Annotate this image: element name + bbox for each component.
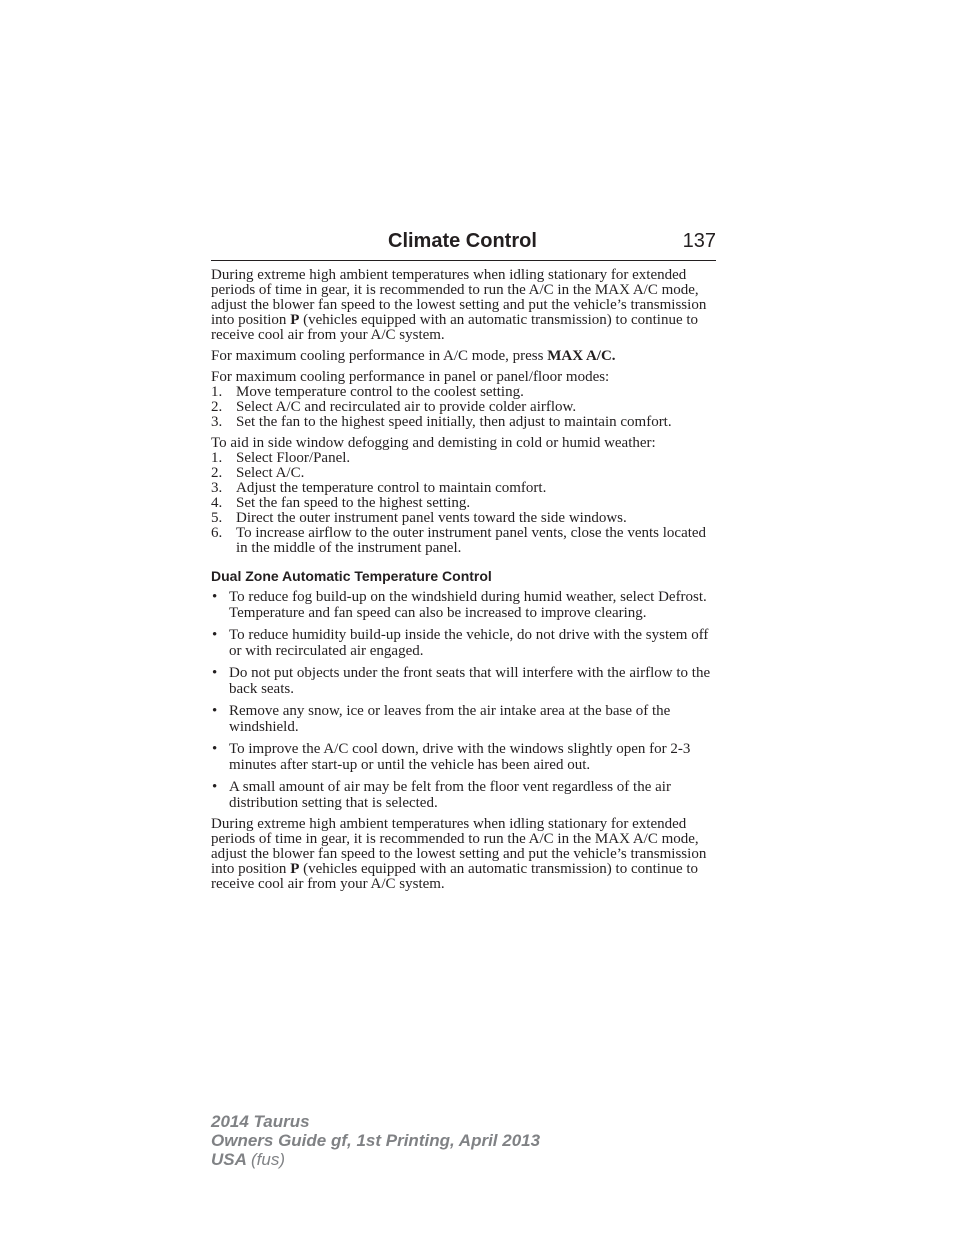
max-ac-bold: MAX A/C. — [547, 348, 616, 364]
list-item — [211, 481, 717, 496]
page-footer — [211, 1112, 540, 1169]
list-number: 3. — [211, 480, 223, 496]
bullet-icon: • — [212, 665, 218, 681]
bullet-item — [211, 627, 717, 659]
page-header — [211, 229, 716, 261]
section-heading: Dual Zone Automatic Temperature Control — [211, 568, 492, 584]
defogging-steps-list — [211, 451, 717, 556]
list-item — [211, 526, 717, 556]
list-number: 1. — [211, 384, 223, 400]
list-number: 2. — [211, 399, 223, 415]
footer-edition-line: Owners Guide gf, 1st Printing, April 2013 — [211, 1131, 541, 1150]
paragraph-text: During extreme high ambient temperatures when idling stationary for extended periods of time in gear, it is recommended to run the A/C in the MAX A/C mode, adjust the blower fan speed to the lowest setting and put the vehicle’s transmission into position — [211, 816, 707, 877]
list-item-text: Adjust the temperature control to maintain comfort. — [236, 480, 547, 496]
paragraph-panel-modes: For maximum cooling performance in panel or panel/floor modes: — [211, 369, 610, 385]
bullet-text: To improve the A/C cool down, drive with the windows slightly open for 2-3 minutes after start-up or until the vehicle has been aired out. — [229, 741, 691, 773]
footer-market: USA — [211, 1150, 247, 1169]
list-item-text: Direct the outer instrument panel vents toward the side windows. — [236, 510, 627, 526]
list-item — [211, 451, 717, 466]
park-position-bold: P — [290, 312, 300, 328]
bullet-icon: • — [212, 627, 218, 643]
bullet-text: Do not put objects under the front seats that will interfere with the airflow to the back seats. — [229, 665, 711, 697]
tips-bullet-list — [211, 589, 717, 811]
list-number: 2. — [211, 465, 223, 481]
list-number: 3. — [211, 414, 223, 430]
list-number: 6. — [211, 525, 223, 541]
list-item — [211, 496, 717, 511]
footer-model-line: 2014 Taurus — [211, 1112, 310, 1131]
paragraph-text: During extreme high ambient temperatures when idling stationary for extended periods of time in gear, it is recommended to run the A/C in the MAX A/C mode, adjust the blower fan speed to the lowest setting and put the vehicle’s transmission into position — [211, 267, 707, 328]
page-content — [211, 268, 717, 898]
list-item-text: Set the fan speed to the highest setting. — [236, 495, 471, 511]
bullet-icon: • — [212, 703, 218, 719]
paragraph-high-ambient-temperatures — [211, 268, 717, 343]
list-number: 1. — [211, 450, 223, 466]
paragraph-text: (vehicles equipped with an automatic transmission) to continue to receive cool air from your A/C system. — [211, 312, 699, 343]
paragraph-text: (vehicles equipped with an automatic transmission) to continue to receive cool air from your A/C system. — [211, 861, 699, 892]
bullet-item — [211, 665, 717, 697]
list-number: 4. — [211, 495, 223, 511]
bullet-item — [211, 703, 717, 735]
bullet-icon: • — [212, 589, 218, 605]
bullet-item — [211, 741, 717, 773]
list-item-text: Set the fan to the highest speed initially, then adjust to maintain comfort. — [236, 414, 672, 430]
bullet-text: To reduce fog build-up on the windshield during humid weather, select Defrost. Temperature and fan speed can also be increased to improve clearing. — [229, 589, 707, 621]
list-item-text: To increase airflow to the outer instrument panel vents, close the vents located in the middle of the instrument panel. — [236, 525, 707, 556]
footer-market-code: (fus) — [251, 1150, 285, 1169]
list-item — [211, 466, 717, 481]
park-position-bold: P — [290, 861, 300, 877]
bullet-item — [211, 779, 717, 811]
page-number: 137 — [682, 230, 716, 252]
list-item-text: Select Floor/Panel. — [236, 450, 351, 466]
paragraph-text: For maximum cooling performance in A/C mode, press — [211, 348, 548, 364]
page-title: Climate Control — [388, 230, 537, 252]
list-item — [211, 385, 717, 400]
cooling-steps-list — [211, 385, 717, 430]
footer-market-line — [211, 1150, 540, 1169]
paragraph-defogging: To aid in side window defogging and demisting in cold or humid weather: — [211, 435, 656, 451]
list-item — [211, 415, 717, 430]
list-item-text: Select A/C. — [236, 465, 305, 481]
list-item — [211, 400, 717, 415]
list-item-text: Move temperature control to the coolest setting. — [236, 384, 524, 400]
list-item — [211, 511, 717, 526]
bullet-text: A small amount of air may be felt from the floor vent regardless of the air distribution setting that is selected. — [229, 779, 671, 811]
bullet-item — [211, 589, 717, 621]
paragraph-high-ambient-temperatures-repeat — [211, 817, 717, 892]
paragraph-max-ac — [211, 349, 717, 364]
bullet-icon: • — [212, 741, 218, 757]
list-item-text: Select A/C and recirculated air to provide colder airflow. — [236, 399, 577, 415]
bullet-icon: • — [212, 779, 218, 795]
bullet-text: Remove any snow, ice or leaves from the air intake area at the base of the windshield. — [229, 703, 671, 735]
list-number: 5. — [211, 510, 223, 526]
bullet-text: To reduce humidity build-up inside the vehicle, do not drive with the system off or with recirculated air engaged. — [229, 627, 709, 659]
